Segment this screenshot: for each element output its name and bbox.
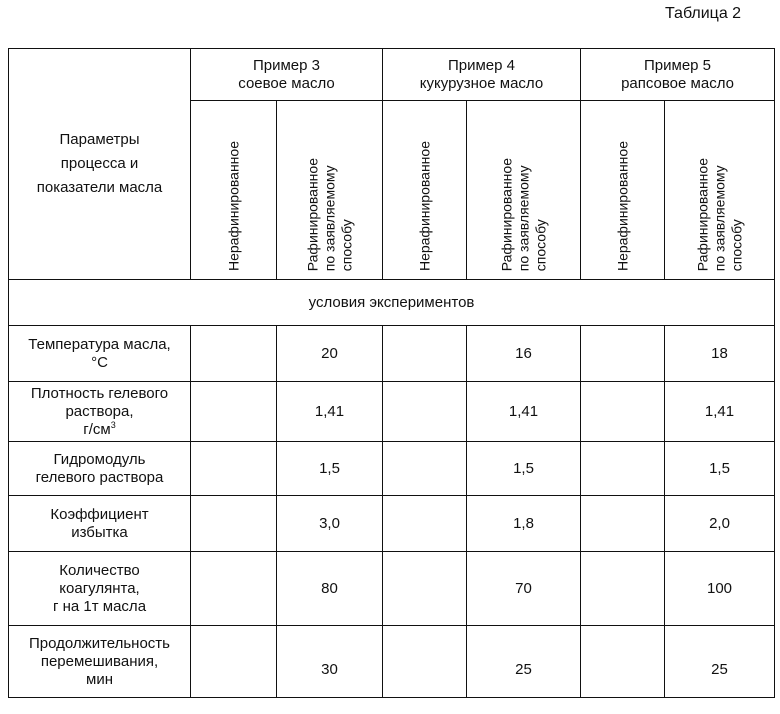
table-cell: 18 (665, 326, 775, 382)
example-5-oil: рапсовое масло (621, 74, 734, 92)
col-unrefined-ex4 (383, 101, 467, 280)
param-header-cell (9, 49, 191, 280)
table-cell (383, 442, 467, 496)
table-cell: 100 (665, 552, 775, 626)
table-cell: 1,41 (467, 382, 581, 442)
table-cell: 25 (467, 626, 581, 698)
col-unrefined-label: Нерафинированное (614, 140, 630, 271)
table-cell: 70 (467, 552, 581, 626)
row-label: Плотность гелевого раствора, $г/см^3$ (9, 382, 191, 442)
table-cell: 1,41 (277, 382, 383, 442)
table-cell (191, 552, 277, 626)
param-header-label: Параметры процесса и показатели масла (36, 131, 163, 196)
table-row (9, 326, 775, 382)
table-cell (581, 496, 665, 552)
example-3-header (191, 49, 383, 101)
table-cell (383, 382, 467, 442)
col-unrefined-ex5 (581, 101, 665, 280)
table-row (9, 496, 775, 552)
example-3-oil: соевое масло (238, 74, 335, 92)
table-cell (191, 326, 277, 382)
example-4-title: Пример 4 (447, 56, 515, 74)
table-cell: 1,5 (277, 442, 383, 496)
table-cell: 25 (665, 626, 775, 698)
table-cell (191, 442, 277, 496)
table-cell (191, 626, 277, 698)
table-row (9, 626, 775, 698)
table-cell (383, 552, 467, 626)
row-label: Гидромодуль гелевого раствора (9, 442, 191, 496)
table-cell: 16 (467, 326, 581, 382)
example-5-header (581, 49, 775, 101)
table-cell (191, 496, 277, 552)
table-cell: 1,5 (665, 442, 775, 496)
table-cell (191, 382, 277, 442)
table-row (9, 552, 775, 626)
col-unrefined-label: Нерафинированное (416, 140, 432, 271)
table-cell: 1,8 (467, 496, 581, 552)
table-cell: 1,41 (665, 382, 775, 442)
row-label: Коэффициент избытка (9, 496, 191, 552)
col-refined-label: Рафинированное по заявляемому способу (498, 157, 548, 271)
section-row (9, 280, 775, 326)
section-title: условия экспериментов (9, 280, 775, 326)
col-refined-label: Рафинированное по заявляемому способу (304, 157, 354, 271)
table-cell (383, 326, 467, 382)
col-unrefined-label: Нерафинированное (225, 140, 241, 271)
example-4-oil: кукурузное масло (419, 74, 544, 92)
table-caption: Таблица 2 (665, 5, 742, 22)
table-cell (383, 496, 467, 552)
example-3-title: Пример 3 (252, 56, 320, 74)
table-row (9, 382, 775, 442)
example-4-header (383, 49, 581, 101)
table-cell: 1,5 (467, 442, 581, 496)
col-refined-ex5 (665, 101, 775, 280)
example-5-title: Пример 5 (644, 56, 712, 74)
table-cell (581, 626, 665, 698)
col-refined-label: Рафинированное по заявляемому способу (694, 157, 744, 271)
results-table (8, 48, 775, 698)
table-cell: 80 (277, 552, 383, 626)
table-row (9, 442, 775, 496)
table-cell (581, 382, 665, 442)
table-cell (383, 626, 467, 698)
table-cell: 3,0 (277, 496, 383, 552)
table-cell (581, 552, 665, 626)
table-cell: 2,0 (665, 496, 775, 552)
table-cell: 20 (277, 326, 383, 382)
table-cell: 30 (277, 626, 383, 698)
header-row-examples (9, 49, 775, 101)
row-label: Количество коагулянта, г на 1т масла (9, 552, 191, 626)
table-cell (581, 326, 665, 382)
col-refined-ex4 (467, 101, 581, 280)
row-label: Продолжительность перемешивания, мин (9, 626, 191, 698)
col-unrefined-ex3 (191, 101, 277, 280)
row-label: Температура масла, °С (9, 326, 191, 382)
table-cell (581, 442, 665, 496)
col-refined-ex3 (277, 101, 383, 280)
